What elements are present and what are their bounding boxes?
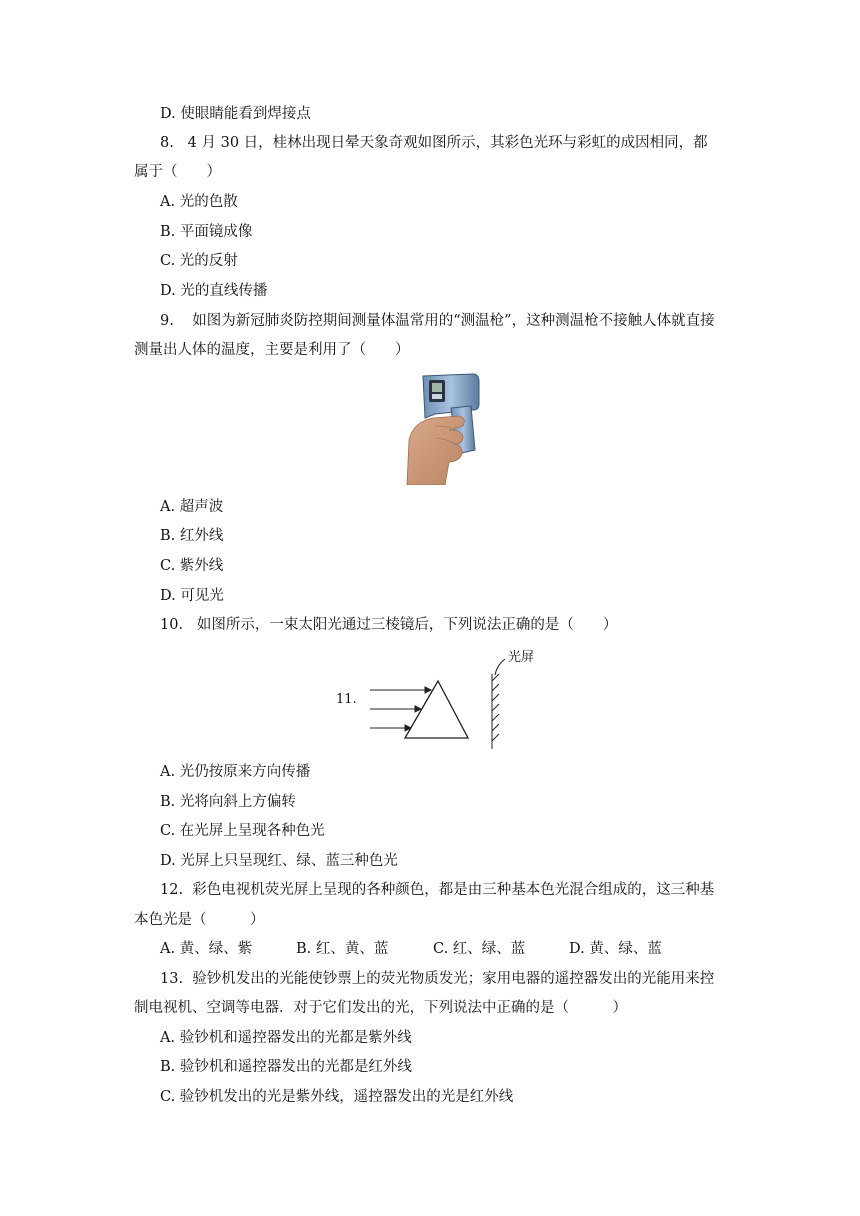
light-screen <box>492 659 505 749</box>
q9-option-b: B. 红外线 <box>160 528 224 544</box>
q8-option-b: B. 平面镜成像 <box>160 224 253 240</box>
q12-option-d: D. 黄、绿、蓝 <box>569 941 662 957</box>
q12-options-row <box>0 939 860 959</box>
prism-diagram <box>365 645 585 755</box>
q10-option-a: A. 光仍按原来方向传播 <box>160 764 311 780</box>
q13-stem-line-1: 13. 验钞机发出的光能使钞票上的荧光物质发光；家用电器的遥控器发出的光能用来控 <box>160 971 715 987</box>
q10-option-d: D. 光屏上只呈现红、绿、蓝三种色光 <box>160 853 398 869</box>
thermometer-gun-image <box>405 370 483 485</box>
q8-option-a: A. 光的色散 <box>160 194 238 210</box>
q12-stem-line-2: 本色光是（ ） <box>134 912 265 928</box>
q12-option-c: C. 红、绿、蓝 <box>433 941 526 957</box>
q8-stem-line-2: 属于（ ） <box>134 164 221 180</box>
q10-option-c: C. 在光屏上呈现各种色光 <box>160 823 325 839</box>
q10-option-b: B. 光将向斜上方偏转 <box>160 794 296 810</box>
q10-stem: 10. 如图所示，一束太阳光通过三棱镜后，下列说法正确的是（ ） <box>160 617 618 633</box>
q8-stem-line-1: 8. 4 月 30 日，桂林出现日晕天象奇观如图所示，其彩色光环与彩虹的成因相同，都 <box>160 135 708 151</box>
q8-option-d: D. 光的直线传播 <box>160 283 268 299</box>
q9-stem-line-1: 9. 如图为新冠肺炎防控期间测量体温常用的“测温枪”，这种测温枪不接触人体就直接 <box>160 313 715 329</box>
q12-option-a: A. 黄、绿、紫 <box>160 941 253 957</box>
q12-stem-line-1: 12. 彩色电视机荧光屏上呈现的各种颜色，都是由三种基本色光混合组成的，这三种基 <box>160 882 715 898</box>
light-screen-label: 光屏 <box>508 650 535 665</box>
q9-option-a: A. 超声波 <box>160 499 224 515</box>
q12-option-b: B. 红、黄、蓝 <box>296 941 389 957</box>
q8-option-c: C. 光的反射 <box>160 253 238 269</box>
q9-stem-line-2: 测量出人体的温度，主要是利用了（ ） <box>134 342 410 358</box>
q13-stem-line-2: 制电视机、空调等电器．对于它们发出的光，下列说法中正确的是（ ） <box>134 1000 627 1016</box>
q9-option-d: D. 可见光 <box>160 588 224 604</box>
figure-number: 11. <box>336 692 357 707</box>
q7-option-d: D. 使眼睛能看到焊接点 <box>160 106 311 122</box>
q9-option-c: C. 紫外线 <box>160 558 224 574</box>
q13-option-a: A. 验钞机和遥控器发出的光都是紫外线 <box>160 1030 412 1046</box>
q13-option-c: C. 验钞机发出的光是紫外线，遥控器发出的光是红外线 <box>160 1089 514 1105</box>
q13-option-b: B. 验钞机和遥控器发出的光都是红外线 <box>160 1059 412 1075</box>
